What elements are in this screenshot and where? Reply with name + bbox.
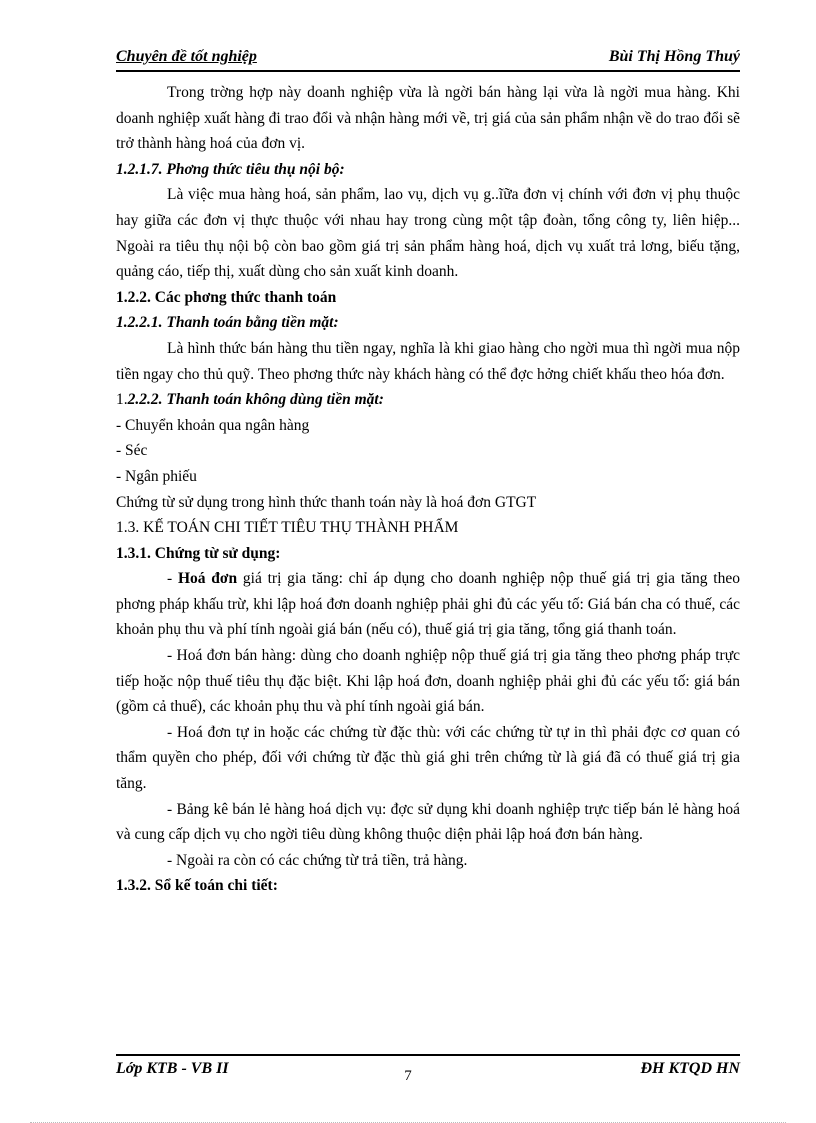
bold-term: Hoá đơn [177,570,238,588]
list-item: - Chuyển khoản qua ngân hàng [116,416,310,434]
paragraph: - Ngoài ra còn có các chứng từ trả tiền, trả hàng. [167,851,468,869]
heading-number-prefix: 1. [116,391,128,409]
list-item: - Ngân phiếu [116,467,197,485]
footer-rule [116,1054,740,1056]
paragraph-rest: giá trị gia tăng: chỉ áp dụng cho doanh nghiệp nộp thuế giá trị gia tăng theo phơng pháp khấu trừ, khi lập hoá đơn doanh nghiệp phải ghi đủ các yếu tố: Giá bán cha có thuế, các khoản phụ thu và phí tính ngoài giá bán (nếu có), thuế giá trị gia tăng, tổng giá thanh toán. [116,570,740,639]
paragraph: - Bảng kê bán lẻ hàng hoá dịch vụ: đợc sử dụng khi doanh nghiệp trực tiếp bán lẻ hàng hoá và cung cấp dịch vụ cho ngời tiêu dùng không thuộc diện phải lập hoá đơn bán hàng. [116,800,740,844]
list-item: - Séc [116,442,148,460]
heading-1-3-1: 1.3.1. Chứng từ sử dụng: [116,544,281,562]
heading-1-3-2: 1.3.2. Sổ kế toán chi tiết: [116,877,278,895]
paragraph [116,566,740,643]
heading-text: 2.2.2. Thanh toán không dùng tiền mặt: [127,391,384,409]
header-title: Chuyên đề tốt nghiệp [116,48,257,65]
paragraph: Trong trờng hợp này doanh nghiệp vừa là ngời bán hàng lại vừa là ngời mua hàng. Khi doanh nghiệp xuất hàng đi trao đổi và nhận hàng mới về, trị giá của sản phẩm nhận về do trao đổi sẽ trở thành hàng hoá của đơn vị. [116,84,740,153]
header-author: Bùi Thị Hồng Thuý [608,48,740,65]
page-number: 7 [404,1068,412,1084]
paragraph: - Hoá đơn tự in hoặc các chứng từ đặc thù: với các chứng từ tự in thì phải đợc cơ quan có thẩm quyền cho phép, đối với chứng từ đặc thù giá ghi trên chứng từ là giá đã có thuế giá trị gia tăng. [116,723,740,793]
paragraph: Là việc mua hàng hoá, sản phẩm, lao vụ, dịch vụ g..ĩữa đơn vị chính với đơn vị phụ thuộc hay giữa các đơn vị thực thuộc với nhau hay trong cùng một tập đoàn, tổng công ty, liên hiệp... Ngoài ra tiêu thụ nội bộ còn bao gồm giá trị sản phẩm hàng hoá, dịch vụ xuất trả lơng, biếu tặng, quảng cáo, tiếp thị, xuất dùng cho sản xuất kinh doanh. [116,186,740,281]
document-body [116,80,740,899]
heading-1-2-2-2 [116,387,740,413]
heading-1-2-2-1: 1.2.2.1. Thanh toán bằng tiền mặt: [116,314,339,332]
page-header [116,48,740,72]
heading-1-3: 1.3. KẾ TOÁN CHI TIẾT TIÊU THỤ THÀNH PHẨM [116,519,459,537]
footer-school: ĐH KTQD HN [640,1060,740,1077]
heading-1-2-2: 1.2.2. Các phơng thức thanh toán [116,288,337,306]
footer-class: Lớp KTB - VB II [116,1060,229,1077]
paragraph: Chứng từ sử dụng trong hình thức thanh toán này là hoá đơn GTGT [116,493,537,511]
dash-lead: - [167,570,178,588]
paragraph: - Hoá đơn bán hàng: dùng cho doanh nghiệp nộp thuế giá trị gia tăng theo phơng pháp trực tiếp hoặc nộp thuế tiêu thụ đặc biệt. Khi lập hoá đơn, doanh nghiệp phải ghi đủ các yếu tố: giá bán (gồm cả thuế), các khoản phụ thu và phí tính ngoài giá bán. [116,647,740,716]
paragraph: Là hình thức bán hàng thu tiền ngay, nghĩa là khi giao hàng cho ngời mua thì ngời mua nộp tiền ngay cho thủ quỹ. Theo phơng thức này khách hàng có thể đợc hởng chiết khấu theo hóa đơn. [116,339,740,383]
heading-1-2-1-7: 1.2.1.7. Phơng thức tiêu thụ nội bộ: [116,160,345,178]
